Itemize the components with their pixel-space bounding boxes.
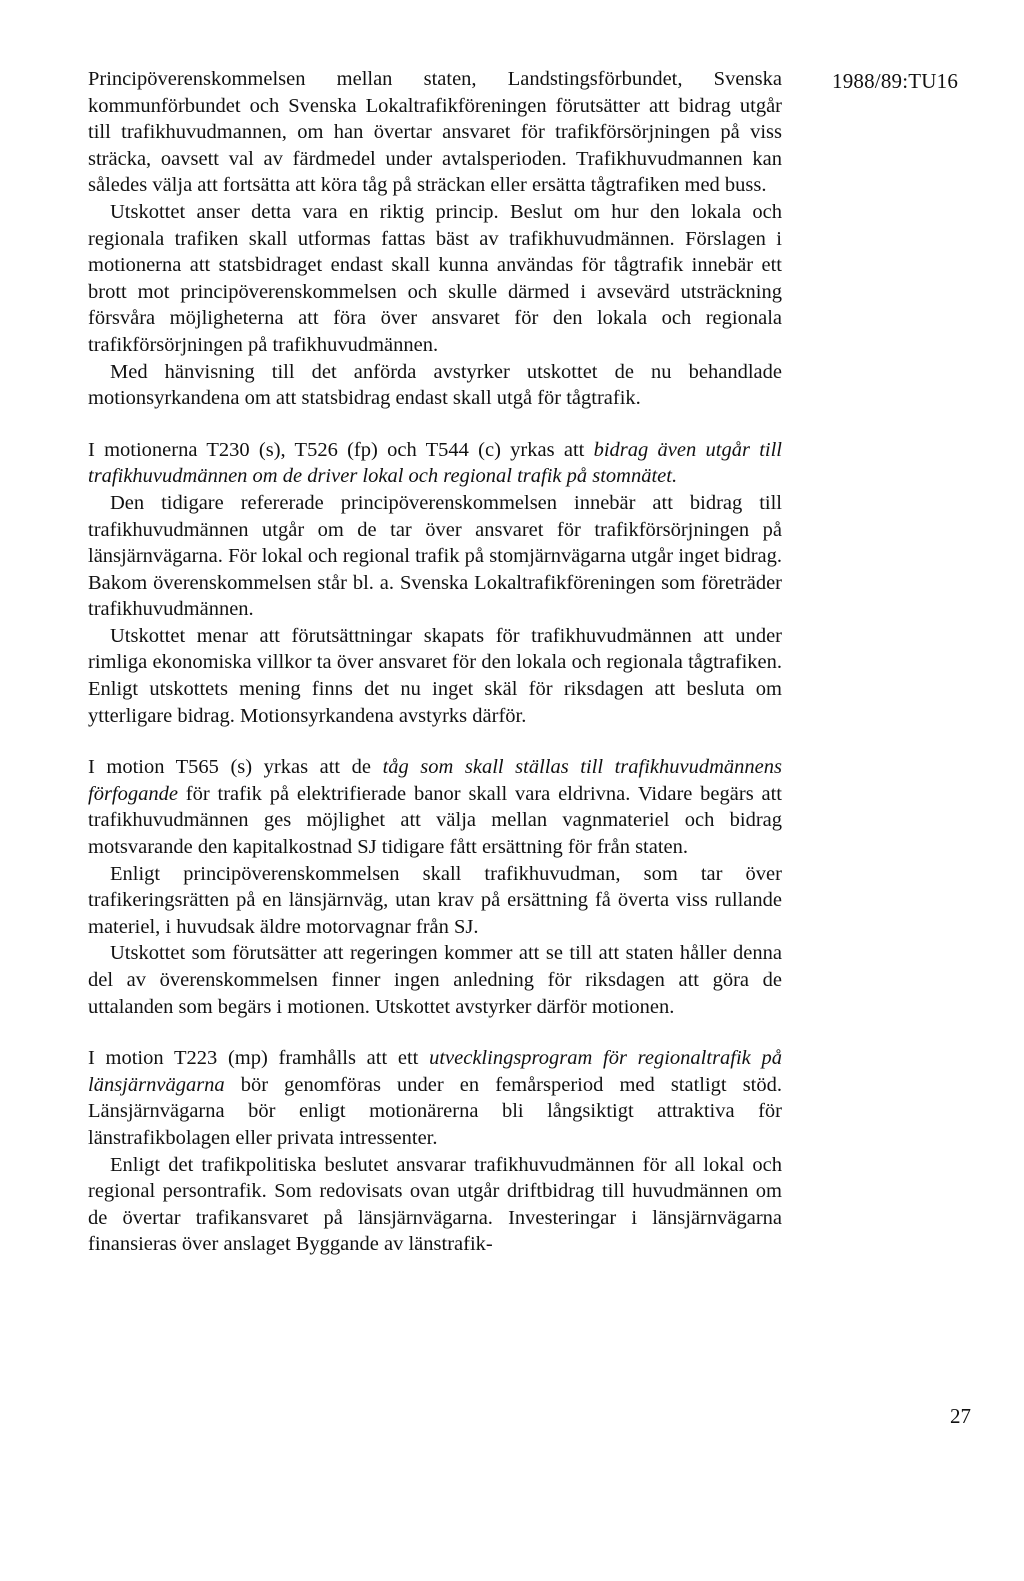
motion-t230-text: I motionerna T230 (s), T526 (fp) och T544 (c) yrkas att bbox=[88, 438, 594, 461]
paragraph-motion-t565 bbox=[88, 754, 782, 860]
paragraph-transport-policy: Enligt det trafikpolitiska beslutet ansvarar trafikhuvudmännen för all lokal och regional persontrafik. Som redovisats ovan utgår driftbidrag till huvudmännen om de övertar trafikansvaret på länsjärnvägarna. Investeringar i länsjärnvägarna finansieras över anslaget Byggande av länstrafik- bbox=[88, 1153, 782, 1256]
motion-t565-claim: tåg som skall ställas till trafikhuvudmännens förfogande bbox=[88, 756, 782, 805]
motion-t223-tail: bör genomföras under en femårsperiod med statligt stöd. Länsjärnvägarna bör enligt motionärerna bli långsiktigt attraktiva för länstrafikbolagen eller privata intressenter. bbox=[88, 1073, 782, 1149]
paragraph-committee-conclusion: Utskottet menar att förutsättningar skapats för trafikhuvudmännen att under rimliga ekonomiska villkor ta över ansvaret för den lokala och regionala tågtrafiken. Enligt utskottets mening finns det nu inget skäl för riksdagen att besluta om ytterligare bidrag. Motionsyrkandena avstyrks därför. bbox=[88, 624, 782, 727]
document-reference: 1988/89:TU16 bbox=[832, 69, 959, 93]
paragraph-committee-view: Utskottet anser detta vara en riktig princip. Beslut om hur den lokala och regionala trafiken skall utformas fattas bäst av trafikhuvudmännen. Förslagen i motionerna att statsbidraget endast skall kunna användas för tågtrafik innebär ett brott mot principöverenskommelsen och skulle därmed i avsevärd utsträckning försvåra möjligheterna att föra över ansvaret för den lokala och regionala trafikförsörjningen på trafikhuvudmännen. bbox=[88, 200, 782, 356]
paragraph-rolling-stock: Enligt principöverenskommelsen skall trafikhuvudman, som tar över trafikeringsrätten på en länsjärnväg, utan krav på ersättning få överta viss rullande materiel, i huvudsak äldre motorvagnar från SJ. bbox=[88, 862, 782, 938]
paragraph-committee-rejects-t565: Utskottet som förutsätter att regeringen kommer att se till att staten håller denna del av överenskommelsen finner ingen anledning för riksdagen att göra de uttalanden som begärs i motionen. Utskottet avstyrker därför motionen. bbox=[88, 942, 782, 1018]
paragraph-rejection: Med hänvisning till det anförda avstyrker utskottet de nu behandlade motionsyrkandena om att statsbidrag endast skall utgå för tågtrafik. bbox=[88, 360, 782, 410]
body-text bbox=[88, 66, 782, 1258]
motion-t565-text: I motion T565 (s) yrkas att de bbox=[88, 756, 383, 779]
motion-t565-tail: för trafik på elektrifierade banor skall vara eldrivna. Vidare begärs att trafikhuvudmännen ges möjlighet att välja mellan vagnmateriel och bidrag motsvarande den kapitalkostnad SJ tidigare fått ersättning för från staten. bbox=[88, 782, 782, 859]
motion-t223-text: I motion T223 (mp) framhålls att ett bbox=[88, 1047, 430, 1070]
paragraph-principle-agreement: Principöverenskommelsen mellan staten, Landstingsförbundet, Svenska kommunförbundet och Svenska Lokaltrafikföreningen förutsätter att bidrag utgår till trafikhuvudmannen, om han övertar ansvaret för trafikförsörjningen på viss sträcka, oavsett val av färdmedel under avtalsperioden. Trafikhuvudmannen kan således välja att fortsätta att köra tåg på sträckan eller ersätta tågtrafiken med buss. bbox=[88, 68, 782, 197]
page-number: 27 bbox=[950, 1404, 971, 1428]
paragraph-motion-t230 bbox=[88, 437, 782, 490]
motion-t230-claim: bidrag även utgår till trafikhuvudmännen om de driver lokal och regional trafik på stomnätet. bbox=[88, 438, 782, 488]
motion-t223-claim: utvecklingsprogram för regionaltrafik på länsjärnvägarna bbox=[88, 1047, 782, 1096]
paragraph-motion-t223 bbox=[88, 1045, 782, 1151]
paragraph-earlier-agreement: Den tidigare refererade principöverenskommelsen innebär att bidrag till trafikhuvudmännen utgår om de tar över ansvaret för trafikförsörjningen på länsjärnvägarna. För lokal och regional trafik på stomjärnvägarna utgår inget bidrag. Bakom överenskommelsen står bl. a. Svenska Lokaltrafikföreningen som företräder trafikhuvudmännen. bbox=[88, 491, 782, 621]
